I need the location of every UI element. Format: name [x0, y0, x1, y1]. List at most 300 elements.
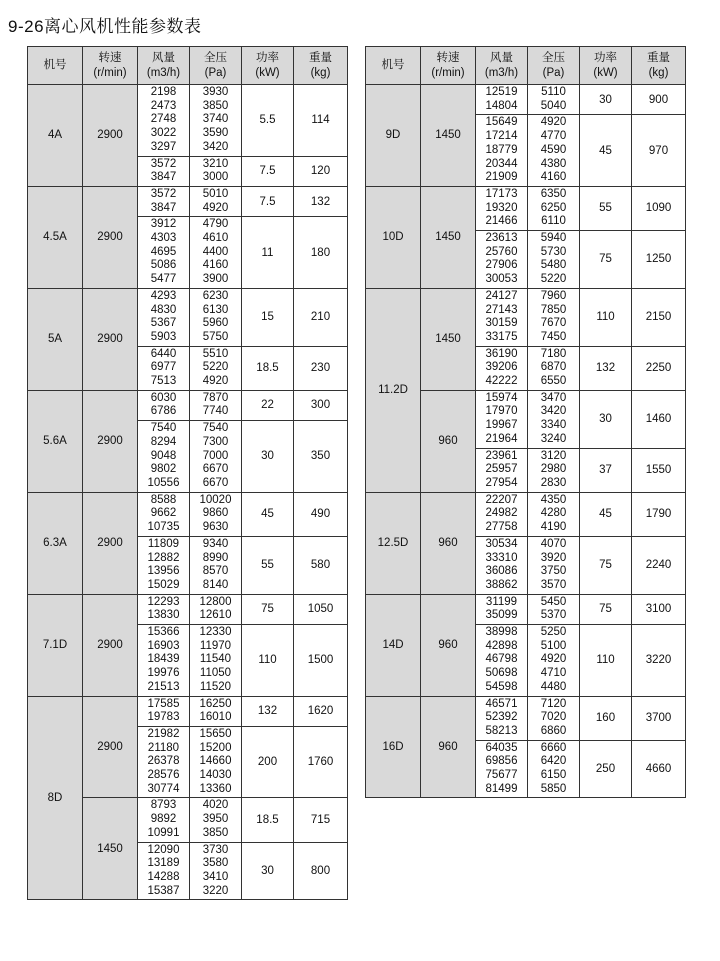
flow-value: 33310: [485, 551, 518, 564]
flow-value: 9892: [150, 813, 177, 826]
flow-value: 13956: [147, 565, 180, 578]
flow-value: 30053: [485, 273, 518, 286]
pressure-value: 8570: [202, 565, 229, 578]
flow-value: 33175: [485, 330, 518, 343]
table-row: [366, 85, 686, 115]
pressure-value: 5100: [540, 639, 567, 652]
flow-cell: [476, 390, 528, 448]
flow-value: 13189: [147, 857, 180, 870]
flow-value: 20344: [485, 157, 518, 170]
pressure-cell: [528, 390, 580, 448]
flow-value: 42898: [485, 639, 518, 652]
flow-value: 21909: [485, 171, 518, 184]
flow-cell: [138, 288, 190, 346]
pressure-value: 6420: [540, 755, 567, 768]
flow-cell: [138, 594, 190, 624]
pressure-value: 12800: [199, 595, 232, 608]
flow-value: 13830: [147, 609, 180, 622]
weight-cell: 800: [294, 842, 348, 900]
model-cell: 14D: [366, 594, 421, 696]
header-unit: (kW): [593, 66, 618, 79]
pressure-value: 5730: [540, 245, 567, 258]
flow-value: 69856: [485, 755, 518, 768]
weight-cell: 2150: [632, 288, 686, 346]
flow-cell: [138, 85, 190, 157]
header-label: 重量: [309, 51, 332, 64]
power-cell: 22: [242, 390, 294, 420]
pressure-cell: [190, 594, 242, 624]
flow-value: 3847: [150, 171, 177, 184]
speed-cell: 2900: [83, 696, 138, 798]
flow-value: 19967: [485, 419, 518, 432]
model-cell: 7.1D: [28, 594, 83, 696]
model-cell: 5A: [28, 288, 83, 390]
flow-value: 27143: [485, 303, 518, 316]
pressure-value: 3740: [202, 113, 229, 126]
table-row: [366, 492, 686, 536]
pressure-value: 15200: [199, 741, 232, 754]
pressure-value: 3240: [540, 432, 567, 445]
flow-cell: [476, 115, 528, 187]
flow-cell: [138, 726, 190, 798]
header-unit: (r/min): [431, 66, 465, 79]
weight-cell: 900: [632, 85, 686, 115]
flow-value: 36190: [485, 347, 518, 360]
table-row: [366, 594, 686, 624]
model-cell: 9D: [366, 85, 421, 187]
flow-value: 17585: [147, 697, 180, 710]
pressure-cell: [190, 421, 242, 493]
pressure-value: 5250: [540, 626, 567, 639]
pressure-cell: [528, 85, 580, 115]
weight-cell: 1550: [632, 448, 686, 492]
pressure-value: 4160: [202, 259, 229, 272]
speed-cell: 2900: [83, 594, 138, 696]
power-cell: 55: [242, 536, 294, 594]
flow-value: 15366: [147, 626, 180, 639]
flow-value: 36086: [485, 565, 518, 578]
flow-value: 17970: [485, 405, 518, 418]
power-cell: 30: [242, 842, 294, 900]
speed-cell: 2900: [83, 186, 138, 288]
flow-value: 9662: [150, 507, 177, 520]
header-cell: [28, 47, 83, 85]
weight-cell: 3700: [632, 696, 686, 740]
flow-value: 15387: [147, 884, 180, 897]
power-cell: 250: [580, 740, 632, 798]
pressure-value: 7740: [202, 405, 229, 418]
pressure-value: 3120: [540, 449, 567, 462]
flow-value: 10556: [147, 476, 180, 489]
header-cell: [83, 47, 138, 85]
pressure-cell: [528, 536, 580, 594]
flow-value: 30534: [485, 537, 518, 550]
model-cell: 8D: [28, 696, 83, 900]
flow-value: 12882: [147, 551, 180, 564]
flow-value: 28576: [147, 769, 180, 782]
flow-value: 64035: [485, 741, 518, 754]
model-cell: 12.5D: [366, 492, 421, 594]
speed-cell: 2900: [83, 492, 138, 594]
table-header: [366, 47, 686, 85]
flow-cell: [138, 346, 190, 390]
pressure-value: 13360: [199, 782, 232, 795]
weight-cell: 210: [294, 288, 348, 346]
flow-value: 2198: [150, 86, 177, 98]
model-cell: 4.5A: [28, 186, 83, 288]
table-header: [28, 47, 348, 85]
pressure-cell: [190, 696, 242, 726]
weight-cell: 2240: [632, 536, 686, 594]
pressure-value: 3420: [540, 405, 567, 418]
weight-cell: 180: [294, 217, 348, 289]
weight-cell: 1760: [294, 726, 348, 798]
weight-cell: 2250: [632, 346, 686, 390]
model-cell: 11.2D: [366, 288, 421, 492]
pressure-cell: [528, 492, 580, 536]
power-cell: 30: [242, 421, 294, 493]
flow-cell: [476, 346, 528, 390]
flow-value: 4830: [150, 303, 177, 316]
flow-value: 27758: [485, 521, 518, 534]
flow-value: 9048: [150, 449, 177, 462]
pressure-cell: [528, 115, 580, 187]
pressure-value: 4590: [540, 143, 567, 156]
pressure-value: 5960: [202, 317, 229, 330]
pressure-value: 4160: [540, 171, 567, 184]
pressure-value: 9860: [202, 507, 229, 520]
pressure-cell: [528, 288, 580, 346]
flow-value: 19320: [485, 201, 518, 214]
pressure-value: 9630: [202, 521, 229, 534]
weight-cell: 300: [294, 390, 348, 420]
power-cell: 37: [580, 448, 632, 492]
flow-value: 8588: [150, 493, 177, 506]
flow-value: 19976: [147, 667, 180, 680]
speed-cell: 2900: [83, 85, 138, 187]
flow-cell: [476, 231, 528, 289]
flow-value: 21964: [485, 432, 518, 445]
flow-value: 75677: [485, 769, 518, 782]
header-label: 机号: [43, 59, 67, 71]
flow-value: 27954: [485, 476, 518, 489]
table-row: [28, 696, 348, 726]
flow-value: 19783: [147, 711, 180, 724]
flow-value: 31199: [485, 595, 518, 608]
header-label: 风量: [490, 51, 513, 64]
flow-value: 3572: [150, 157, 177, 170]
pressure-value: 11540: [199, 653, 232, 666]
header-unit: (kg): [310, 66, 331, 79]
pressure-value: 4770: [540, 130, 567, 143]
flow-value: 17173: [485, 187, 518, 200]
header-label: 功率: [594, 51, 617, 64]
flow-value: 5367: [150, 317, 177, 330]
pressure-value: 3750: [540, 565, 567, 578]
flow-value: 30774: [147, 782, 180, 795]
pressure-value: 4920: [540, 653, 567, 666]
weight-cell: 4660: [632, 740, 686, 798]
flow-value: 18779: [485, 143, 518, 156]
flow-value: 54598: [485, 680, 518, 693]
power-cell: 30: [580, 85, 632, 115]
flow-value: 21466: [485, 215, 518, 228]
power-cell: 30: [580, 390, 632, 448]
flow-cell: [476, 85, 528, 115]
header-label: 转速: [98, 51, 122, 64]
pressure-cell: [190, 390, 242, 420]
table-row: [28, 85, 348, 157]
flow-value: 8294: [150, 435, 177, 448]
pressure-value: 11970: [199, 639, 232, 652]
pressure-value: 5750: [202, 330, 229, 343]
header-label: 转速: [436, 51, 460, 64]
model-cell: 6.3A: [28, 492, 83, 594]
pressure-value: 3210: [202, 157, 229, 170]
power-cell: 110: [580, 625, 632, 697]
pressure-value: 5110: [541, 86, 566, 98]
pressure-value: 6230: [202, 289, 229, 302]
pressure-value: 6860: [540, 724, 567, 737]
pressure-value: 12610: [199, 609, 232, 622]
header-unit: (Pa): [542, 66, 565, 79]
model-cell: 16D: [366, 696, 421, 798]
flow-value: 7540: [150, 422, 177, 435]
flow-value: 38998: [485, 626, 518, 639]
weight-cell: 114: [294, 85, 348, 157]
weight-cell: 1460: [632, 390, 686, 448]
flow-value: 5477: [150, 273, 177, 286]
pressure-value: 3930: [202, 86, 229, 98]
pressure-value: 7000: [202, 449, 229, 462]
flow-cell: [138, 798, 190, 842]
flow-value: 27906: [485, 259, 518, 272]
pressure-value: 4710: [540, 667, 567, 680]
power-cell: 110: [242, 625, 294, 697]
flow-value: 4303: [150, 232, 177, 245]
flow-value: 4293: [150, 289, 177, 302]
flow-value: 24127: [485, 289, 518, 302]
power-cell: 110: [580, 288, 632, 346]
pressure-value: 7870: [202, 391, 229, 404]
flow-value: 81499: [485, 782, 518, 795]
header-cell: [421, 47, 476, 85]
power-cell: 15: [242, 288, 294, 346]
pressure-value: 7300: [202, 435, 229, 448]
flow-value: 50698: [485, 667, 518, 680]
pressure-value: 6660: [540, 741, 567, 754]
header-cell: [580, 47, 632, 85]
header-label: 重量: [647, 51, 670, 64]
pressure-value: 7960: [540, 289, 567, 302]
power-cell: 75: [242, 594, 294, 624]
header-cell: [190, 47, 242, 85]
header-cell: [294, 47, 348, 85]
power-cell: 55: [580, 186, 632, 230]
pressure-value: 3570: [540, 578, 567, 591]
pressure-value: 7020: [540, 711, 567, 724]
power-cell: 160: [580, 696, 632, 740]
flow-value: 5903: [150, 330, 177, 343]
weight-cell: 1500: [294, 625, 348, 697]
table-row: [366, 288, 686, 346]
pressure-value: 5220: [202, 361, 229, 374]
header-label: 全压: [542, 51, 565, 64]
flow-cell: [138, 625, 190, 697]
pressure-value: 4400: [202, 245, 229, 258]
pressure-value: 6150: [540, 769, 567, 782]
pressure-value: 6550: [540, 375, 567, 388]
pressure-cell: [528, 231, 580, 289]
flow-value: 18439: [147, 653, 180, 666]
table-row: [28, 594, 348, 624]
power-cell: 18.5: [242, 798, 294, 842]
pressure-value: 11520: [199, 680, 232, 693]
weight-cell: 490: [294, 492, 348, 536]
flow-value: 23613: [485, 232, 518, 245]
pressure-value: 3420: [202, 140, 229, 153]
flow-value: 38862: [485, 578, 518, 591]
model-cell: 4A: [28, 85, 83, 187]
header-unit: (m3/h): [146, 66, 181, 79]
pressure-value: 3580: [202, 857, 229, 870]
power-cell: 45: [580, 492, 632, 536]
flow-value: 4695: [150, 245, 177, 258]
header-unit: (Pa): [204, 66, 227, 79]
pressure-value: 3850: [202, 826, 229, 839]
flow-value: 12090: [147, 843, 180, 856]
power-cell: 132: [242, 696, 294, 726]
flow-cell: [138, 842, 190, 900]
flow-value: 21180: [147, 741, 180, 754]
flow-value: 6440: [150, 347, 177, 360]
pressure-value: 7850: [540, 303, 567, 316]
flow-cell: [476, 288, 528, 346]
pressure-value: 6670: [202, 476, 229, 489]
pressure-value: 4920: [202, 201, 229, 214]
flow-value: 6786: [150, 405, 177, 418]
pressure-value: 3850: [202, 99, 229, 112]
flow-value: 6030: [150, 391, 177, 404]
flow-cell: [138, 492, 190, 536]
pressure-value: 3730: [202, 843, 229, 856]
pressure-value: 10020: [199, 493, 232, 506]
table-row: [366, 186, 686, 230]
flow-value: 46571: [485, 697, 518, 710]
pressure-value: 3340: [540, 419, 567, 432]
pressure-value: 6670: [202, 463, 229, 476]
table-row: [366, 696, 686, 740]
pressure-value: 14030: [199, 769, 232, 782]
flow-value: 30159: [485, 317, 518, 330]
pressure-cell: [528, 740, 580, 798]
header-label: 功率: [256, 51, 279, 64]
power-cell: 45: [580, 115, 632, 187]
pressure-value: 4920: [540, 116, 567, 129]
power-cell: 7.5: [242, 186, 294, 216]
header-unit: (m3/h): [484, 66, 519, 79]
weight-cell: 970: [632, 115, 686, 187]
flow-value: 7513: [150, 375, 177, 388]
pressure-value: 8140: [202, 578, 229, 591]
pressure-cell: [190, 536, 242, 594]
left-parameter-table: [27, 46, 348, 900]
pressure-value: 7180: [540, 347, 567, 360]
pressure-cell: [528, 594, 580, 624]
pressure-cell: [190, 625, 242, 697]
pressure-cell: [190, 288, 242, 346]
flow-value: 3022: [150, 127, 177, 140]
speed-cell: 2900: [83, 390, 138, 492]
pressure-value: 4070: [540, 537, 567, 550]
flow-value: 24982: [485, 507, 518, 520]
weight-cell: 132: [294, 186, 348, 216]
right-parameter-table: [365, 46, 686, 798]
header-label: 风量: [152, 51, 175, 64]
speed-cell: 960: [421, 492, 476, 594]
flow-value: 11809: [147, 537, 180, 550]
pressure-value: 16250: [199, 697, 232, 710]
flow-value: 3572: [150, 187, 177, 200]
flow-cell: [138, 536, 190, 594]
flow-cell: [476, 625, 528, 697]
pressure-cell: [190, 186, 242, 216]
header-cell: [242, 47, 294, 85]
power-cell: 132: [580, 346, 632, 390]
pressure-value: 3470: [540, 391, 567, 404]
flow-cell: [138, 696, 190, 726]
pressure-value: 6130: [202, 303, 229, 316]
pressure-cell: [190, 798, 242, 842]
pressure-value: 7670: [540, 317, 567, 330]
pressure-value: 8990: [202, 551, 229, 564]
table-row: [28, 492, 348, 536]
flow-value: 2473: [150, 99, 177, 112]
weight-cell: 580: [294, 536, 348, 594]
pressure-cell: [190, 156, 242, 186]
flow-cell: [138, 390, 190, 420]
flow-value: 14288: [147, 870, 180, 883]
header-unit: (kg): [648, 66, 669, 79]
speed-cell: 2900: [83, 288, 138, 390]
pressure-cell: [190, 842, 242, 900]
pressure-value: 4350: [540, 493, 567, 506]
flow-value: 26378: [147, 755, 180, 768]
pressure-value: 12330: [199, 626, 232, 639]
pressure-value: 5940: [540, 232, 567, 245]
flow-cell: [476, 536, 528, 594]
weight-cell: 715: [294, 798, 348, 842]
pressure-value: 15650: [199, 727, 232, 740]
flow-cell: [476, 492, 528, 536]
pressure-value: 9340: [202, 537, 229, 550]
header-unit: (r/min): [93, 66, 127, 79]
weight-cell: 3220: [632, 625, 686, 697]
pressure-value: 3900: [202, 273, 229, 286]
pressure-cell: [190, 492, 242, 536]
power-cell: 11: [242, 217, 294, 289]
header-unit: (kW): [255, 66, 280, 79]
pressure-value: 7540: [202, 422, 229, 435]
weight-cell: 1090: [632, 186, 686, 230]
pressure-value: 2830: [540, 476, 567, 489]
pressure-value: 5450: [540, 595, 567, 608]
pressure-value: 6350: [540, 187, 567, 200]
header-label: 机号: [381, 59, 405, 71]
speed-cell: 1450: [421, 288, 476, 390]
pressure-value: 4190: [540, 521, 567, 534]
pressure-value: 6250: [540, 201, 567, 214]
